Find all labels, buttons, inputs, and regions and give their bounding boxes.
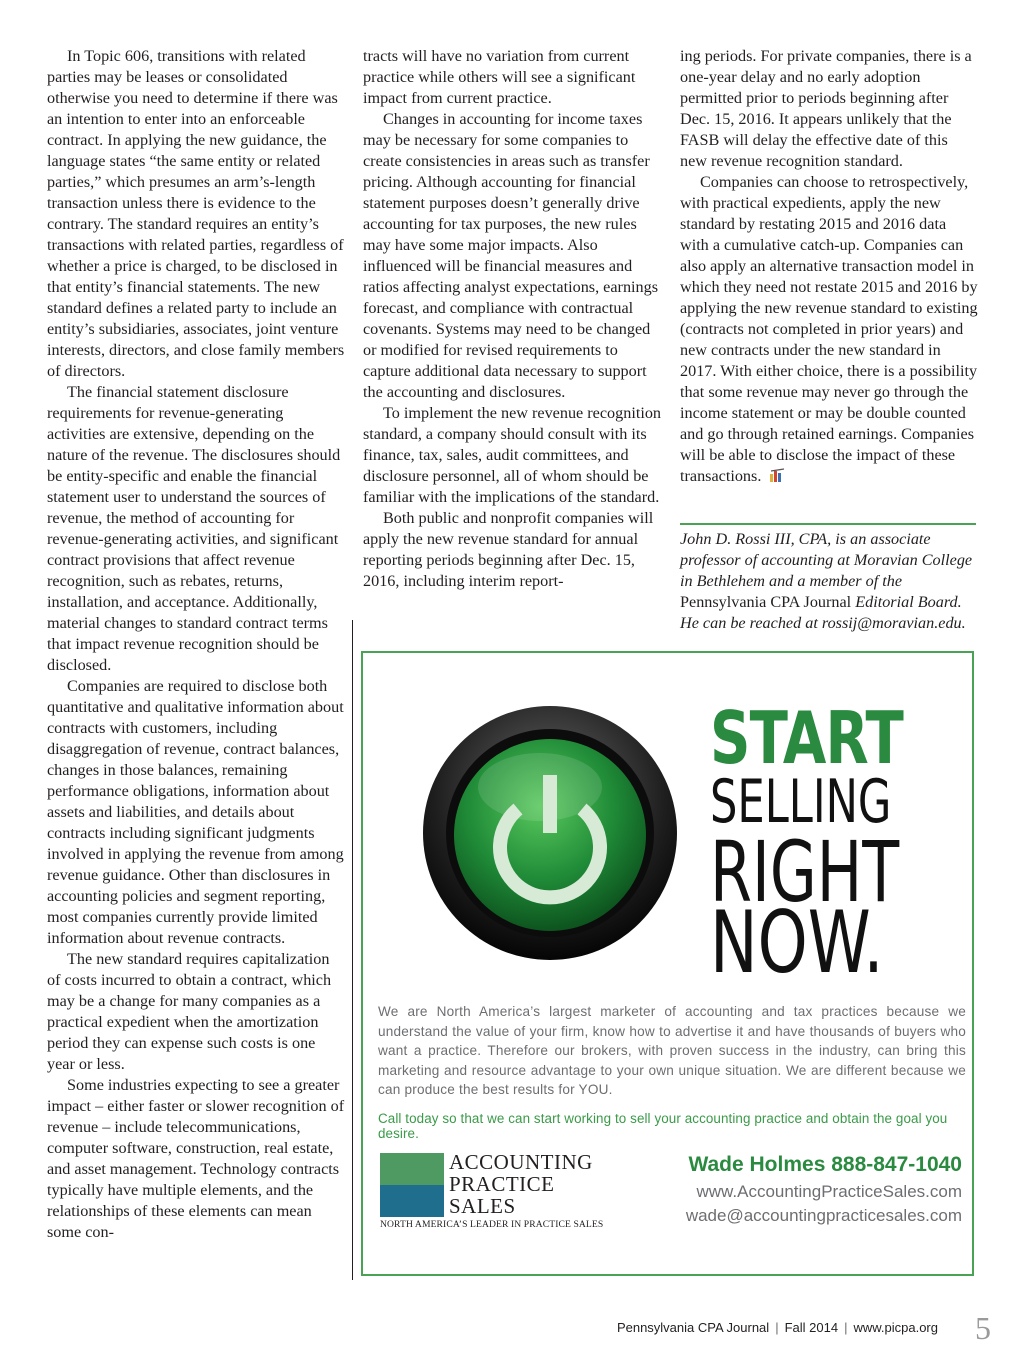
ad-headline-selling: SELLING [710,767,892,837]
article-paragraph [680,172,978,487]
article-paragraph: The new standard requires capitalization of costs incurred to obtain a contract, which may be a change for many companies as a practical expedient when the amortization period they can expense such costs is one year or less. [47,950,332,1073]
contact-name-phone[interactable]: Wade Holmes 888-847-1040 [688,1153,962,1176]
footer-separator: | [775,1320,779,1335]
page-number: 5 [975,1310,991,1346]
page-footer [617,1320,938,1335]
footer-separator: | [844,1320,848,1335]
article-column-1 [47,46,345,1243]
article-paragraph: Some industries expecting to see a greater impact – either faster or slower recognition of revenue – include telecommunications, computer software, construction, real estate, and asset management. Technology contracts typically have multiple elements, and the relationships of these elements can mean some con- [47,1076,345,1241]
ad-headline-start: START [710,696,903,780]
article-column-3 [680,46,978,487]
article-paragraph: tracts will have no variation from current practice while others will see a significant impact from current practice. [363,47,636,107]
logo-mark-bottom [380,1185,444,1217]
bio-divider [680,523,976,525]
article-paragraph: Changes in accounting for income taxes may be necessary for some companies to create consistencies in areas such as transfer pricing. Although accounting for financial statement purposes doesn’t generally drive accounting for tax purposes, the new rules may have some major impacts. Also influenced will be financial measures and ratios affecting analyst expectations, earnings forecast, and compliance with contractual covenants. Systems may need to be changed or modified for revised requirements to capture additional data necessary to support the accounting and disclosures. [363,110,659,401]
logo-text: ACCOUNTING PRACTICE SALES [449,1150,593,1218]
power-button-icon[interactable] [422,705,678,961]
contact-email-link[interactable]: wade@accountingpracticesales.com [685,1206,962,1225]
contact-website-link[interactable]: www.AccountingPracticeSales.com [696,1182,962,1201]
footer-journal: Pennsylvania CPA Journal [616,1320,770,1335]
logo-mark-top [380,1153,444,1185]
article-paragraph: To implement the new revenue recognition standard, a company should consult with its finance, tax, sales, audit committees, and disclosure personnel, all of whom should be familiar with the implications of the standard. [363,404,662,506]
article-paragraph: In Topic 606, transitions with related parties may be leases or consolidated otherwise you need to determine if there was an intention to enter into an enforceable contract. In applying the new guidance, the language states “the same entity or related parties,” which presumes an arm’s-length transaction unless there is evidence to the contrary. The standard requires an entity’s transactions with related parties, regardless of whether a price is charged, to be disclosed in that entity’s financial statements. The new standard defines a related party to include an entity’s subsidiaries, associates, joint venture interests, directors, and close family members of directors. [47,47,345,380]
article-paragraph: Companies are required to disclose both quantitative and qualitative information about contracts with customers, including disaggregation of revenue, contract balances, changes in those balances, remaining performance obligations, information about assets and liabilities, and details about contracts including significant judgments involved in applying the revenue from among revenue guidance. Other than disclosures in accounting policies and segment reporting, most companies currently provide limited information about revenue contracts. [47,677,344,947]
column-divider [352,620,353,1280]
journal-name: Pennsylvania CPA Journal [680,593,852,611]
article-column-2 [363,46,661,592]
ad-headline-now: NOW. [710,893,884,993]
article-paragraph: Both public and nonprofit companies will apply the new revenue standard for annual reporting periods beginning after Dec. 15, 2016, including interim report- [363,509,654,590]
ad-headline-right: RIGHT [710,823,900,921]
ad-body-text: We are North America’s largest marketer of accounting and tax practices because we understand the value of your firm, know how to advertise it and have thousands of buyers who want a practice. Therefore our brokers, with proven success in the industry, can bring this marketing and resource advantage to your own unique situation. We are different because we can produce the best results for YOU. [378,1004,966,1097]
author-bio: John D. Rossi III, CPA, is an associate professor of accounting at Moravian College in Bethlehem and a member of the Pennsylvania CPA Journal Editorial Board. He can be reached at rossij@moravian.edu. [680,530,973,632]
ad-call-to-action: Call today so that we can start working to sell your accounting practice and obtain the goal you desire. [378,1111,948,1141]
footer-issue: Fall 2014 [784,1320,839,1335]
footer-site-link[interactable]: www.picpa.org [853,1320,938,1335]
article-paragraph: ing periods. For private companies, there is a one-year delay and no early adoption permitted prior to periods beginning after Dec. 15, 2016. It appears unlikely that the FASB will delay the effective date of this new revenue recognition standard. [680,47,972,170]
logo-tagline: NORTH AMERICA’S LEADER IN PRACTICE SALES [380,1219,604,1230]
article-paragraph: The financial statement disclosure requirements for revenue-generating activities are extensive, depending on the nature of the revenue. The disclosures should be entity-specific and enable the financial statement user to understand the sources of revenue, the method of accounting for revenue-generating activities, and significant contract provisions that affect revenue recognition, such as rebates, returns, installation, and acceptance. Additionally, material changes to standard contract terms that impact revenue recognition should be disclosed. [47,383,341,674]
accounting-practice-sales-logo[interactable] [380,1150,640,1233]
end-of-article-icon [769,468,787,482]
article-paragraph-text: Companies can choose to retrospectively, with practical expedients, apply the new standard by restating 2015 and 2016 data with a cumulative catch-up. Companies can also apply an alternative transaction model in which they need not restate 2015 and 2016 by applying the new revenue standard to existing (contracts not completed in prior years) and new contracts under the new standard in 2017. With either choice, there is a possibility that some revenue may never go through the income statement or may be double counted and go through retained earnings. Companies will be able to disclose the impact of these transactions. [680,173,978,485]
